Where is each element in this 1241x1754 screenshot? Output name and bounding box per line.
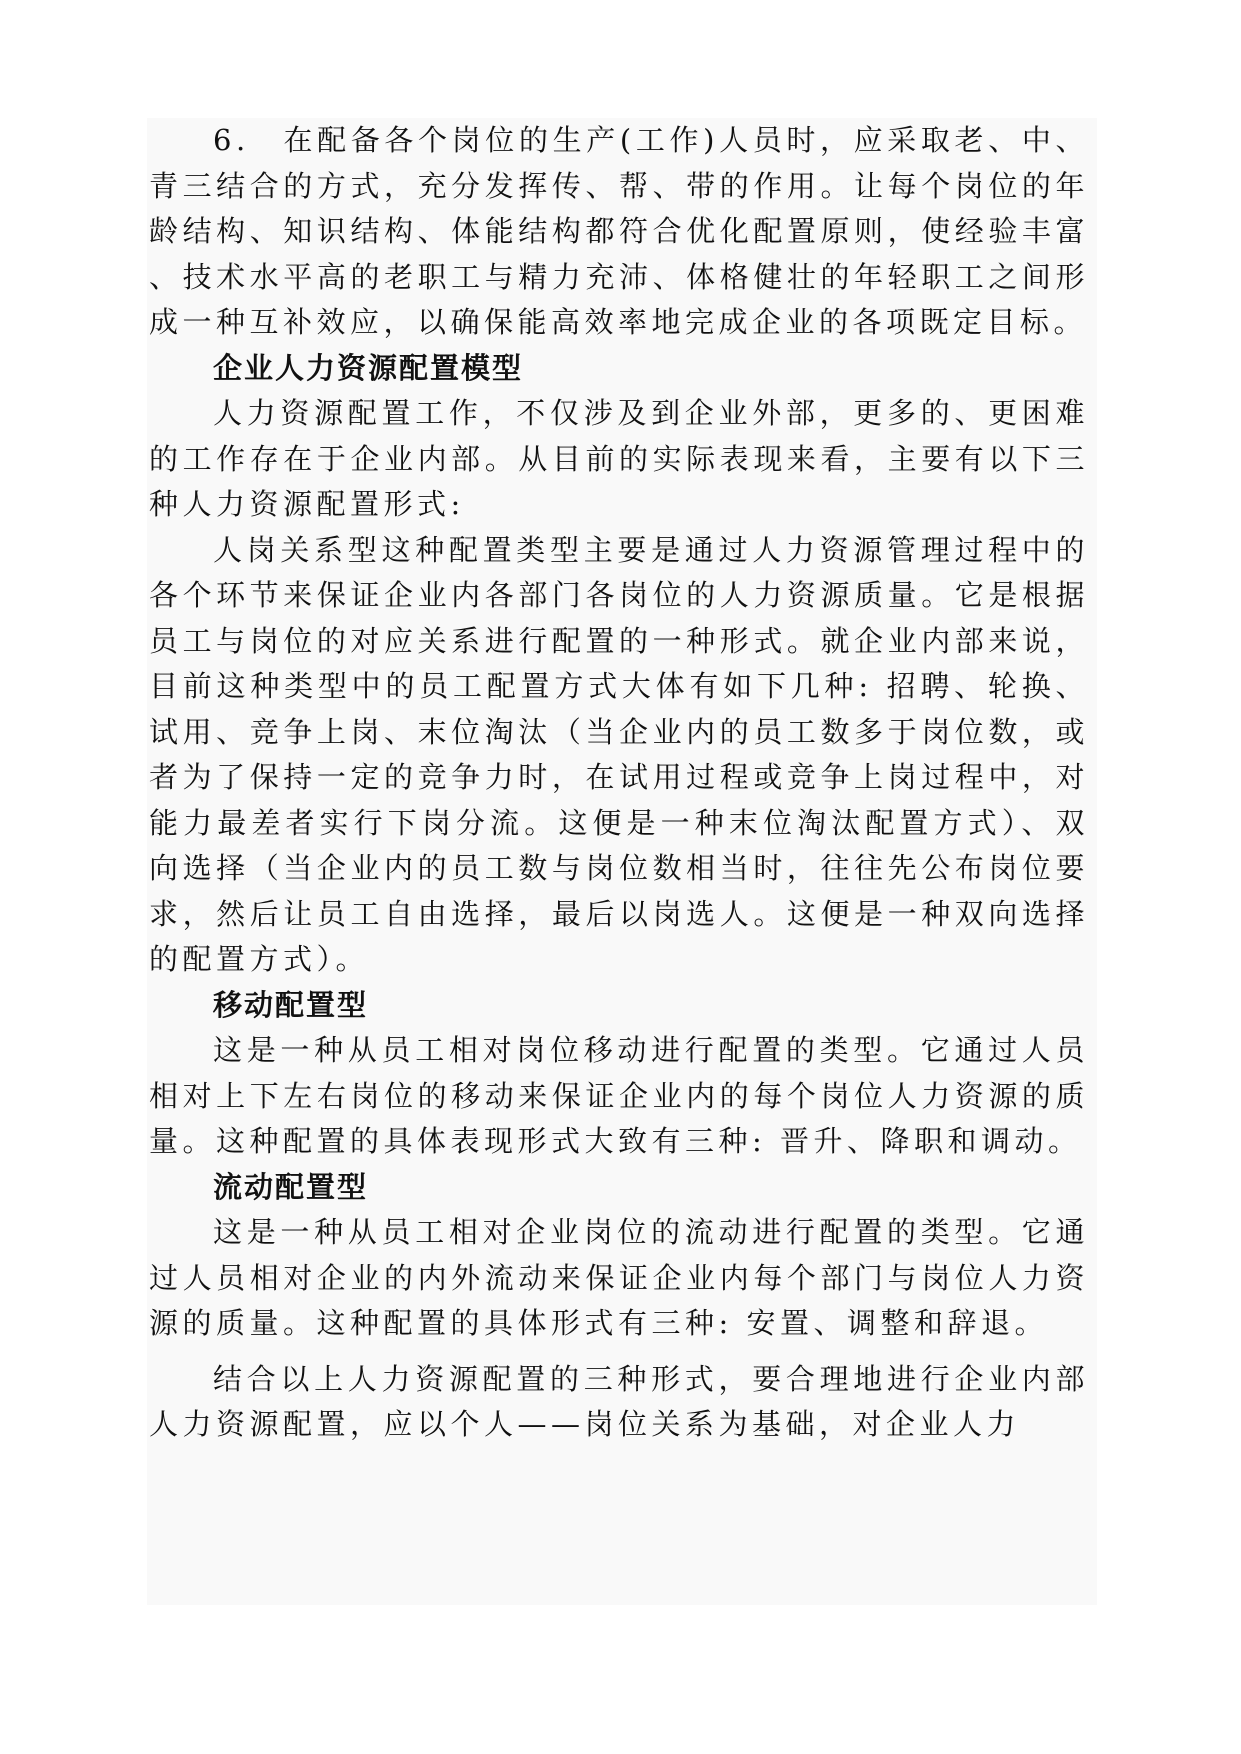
heading-allocation-model: 企业人力资源配置模型	[213, 350, 524, 385]
heading-flow-type: 流动配置型	[213, 1169, 369, 1204]
paragraph-allocation-intro: 人力资源配置工作，不仅涉及到企业外部，更多的、更困难的工作存在于企业内部。从目前的实际表现来看，主要有以下三种人力资源配置形式:	[149, 396, 1089, 521]
heading-movement-type: 移动配置型	[213, 987, 369, 1022]
paragraph-movement-type: 这是一种从员工相对岗位移动进行配置的类型。它通过人员相对上下左右岗位的移动来保证企业内的每个岗位人力资源的质量。这种配置的具体表现形式大致有三种: 晋升、降职和调动。	[149, 1033, 1089, 1158]
paragraph-person-post-type: 人岗关系型这种配置类型主要是通过人力资源管理过程中的各个环节来保证企业内各部门各岗位的人力资源质量。它是根据员工与岗位的对应关系进行配置的一种形式。就企业内部来说，目前这种类型中的员工配置方式大体有如下几种: 招聘、轮换、试用、竞争上岗、末位淘汰（当企业内的员工数多于岗位数，或者为了保持一定的竞争力时，在试用过程或竞争上岗过程中，对能力最差者实行下岗分流。这便是一种末位淘汰配置方式）、双向选择（当企业内的员工数与岗位数相当时，往往先公布岗位要求，然后让员工自由选择，最后以岗选人。这便是一种双向选择的配置方式）。	[149, 532, 1089, 976]
document-content	[149, 118, 1089, 1448]
paragraph-staffing-principle: 6. 在配备各个岗位的生产(工作)人员时，应采取老、中、青三结合的方式，充分发挥传、帮、带的作用。让每个岗位的年龄结构、知识结构、体能结构都符合优化配置原则，使经验丰富、技术水平高的老职工与精力充沛、体格健壮的年轻职工之间形成一种互补效应，以确保能高效率地完成企业的各项既定目标。	[149, 123, 1089, 339]
paragraph-conclusion: 结合以上人力资源配置的三种形式，要合理地进行企业内部人力资源配置，应以个人——岗位关系为基础，对企业人力	[149, 1361, 1089, 1441]
text-block	[147, 118, 1097, 1605]
paragraph-flow-type: 这是一种从员工相对企业岗位的流动进行配置的类型。它通过人员相对企业的内外流动来保证企业内每个部门与岗位人力资源的质量。这种配置的具体形式有三种: 安置、调整和辞退。	[149, 1215, 1089, 1340]
